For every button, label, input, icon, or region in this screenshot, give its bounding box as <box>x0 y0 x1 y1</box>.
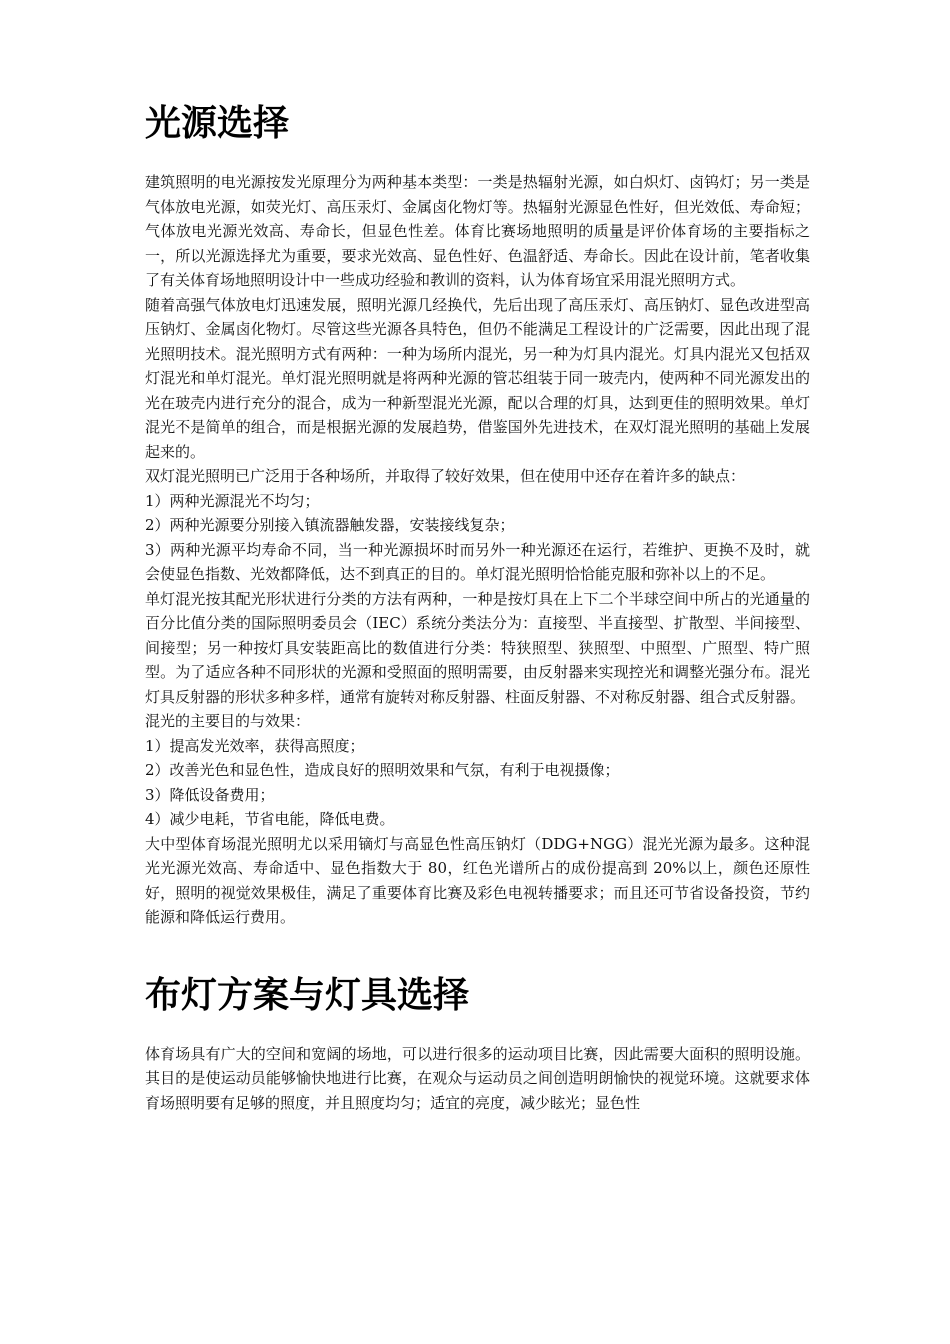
list-item: 1）提高发光效率，获得高照度； <box>145 736 365 755</box>
list-item: 2）改善光色和显色性，造成良好的照明效果和气氛，有利于电视摄像； <box>145 761 620 779</box>
section-body-light-source <box>145 170 810 930</box>
paragraph: 双灯混光照明已广泛用于各种场所，并取得了较好效果，但在使用中还存在着许多的缺点： <box>145 467 746 485</box>
paragraph: 大中型体育场混光照明尤以采用镝灯与高显色性高压钠灯（DDG+NGG）混光光源为最多。这种混光光源光效高、寿命适中、显色指数大于 80，红色光谱所占的成份提高到 20%以上，颜色还原性好，照明的视觉效果极佳，满足了重要体育比赛及彩色电视转播要求；而且还可节省设备投资，节约能源和降低运行费用。 <box>145 834 810 926</box>
paragraph: 单灯混光按其配光形状进行分类的方法有两种，一种是按灯具在上下二个半球空间中所占的光通量的百分比值分类的国际照明委员会（IEC）系统分类法分为：直接型、半直接型、扩散型、半间接型、间接型；另一种按灯具安装距高比的数值进行分类：特狭照型、狭照型、中照型、广照型、特广照型。为了适应各种不同形状的光源和受照面的照明需要，由反射器来实现控光和调整光强分布。混光灯具反射器的形状多种多样，通常有旋转对称反射器、柱面反射器、不对称反射器、组合式反射器。 <box>145 589 810 706</box>
list-item: 4）减少电耗，节省电能，降低电费。 <box>145 810 395 828</box>
paragraph: 混光的主要目的与效果： <box>145 712 311 730</box>
list-item: 3）两种光源平均寿命不同，当一种光源损坏时而另外一种光源还在运行，若维护、更换不及时，就会使显色指数、光效都降低，达不到真正的目的。单灯混光照明恰恰能克服和弥补以上的不足。 <box>145 540 810 583</box>
paragraph: 体育场具有广大的空间和宽阔的场地，可以进行很多的运动项目比赛，因此需要大面积的照明设施。其目的是使运动员能够愉快地进行比赛，在观众与运动员之间创造明朗愉快的视觉环境。这就要求体育场照明要有足够的照度，并且照度均匀；适宜的亮度，减少眩光；显色性 <box>145 1044 810 1112</box>
document-body <box>145 98 810 1115</box>
section-title-lighting-layout: 布灯方案与灯具选择 <box>145 974 470 1016</box>
list-item: 1）两种光源混光不均匀； <box>145 491 320 510</box>
paragraph: 建筑照明的电光源按发光原理分为两种基本类型：一类是热辐射光源，如白炽灯、卤钨灯；另一类是气体放电光源，如荧光灯、高压汞灯、金属卤化物灯等。热辐射光源显色性好，但光效低、寿命短；气体放电光源光效高、寿命长，但显色性差。体育比赛场地照明的质量是评价体育场的主要指标之一，所以光源选择尤为重要，要求光效高、显色性好、色温舒适、寿命长。因此在设计前，笔者收集了有关体育场地照明设计中一些成功经验和教训的资料，认为体育场宜采用混光照明方式。 <box>145 173 810 289</box>
section-body-lighting-layout <box>145 1042 810 1116</box>
section-title-light-source: 光源选择 <box>145 103 290 144</box>
list-item: 3）降低设备费用； <box>145 785 275 804</box>
list-item: 2）两种光源要分别接入镇流器触发器，安装接线复杂； <box>145 516 515 534</box>
paragraph: 随着高强气体放电灯迅速发展，照明光源几经换代，先后出现了高压汞灯、高压钠灯、显色改进型高压钠灯、金属卤化物灯。尽管这些光源各具特色，但仍不能满足工程设计的广泛需要，因此出现了混光照明技术。混光照明方式有两种：一种为场所内混光，另一种为灯具内混光。灯具内混光又包括双灯混光和单灯混光。单灯混光照明就是将两种光源的管芯组装于同一玻壳内，使两种不同光源发出的光在玻壳内进行充分的混合，成为一种新型混光光源，配以合理的灯具，达到更佳的照明效果。单灯混光不是简单的组合，而是根据光源的发展趋势，借鉴国外先进技术，在双灯混光照明的基础上发展起来的。 <box>145 295 810 461</box>
